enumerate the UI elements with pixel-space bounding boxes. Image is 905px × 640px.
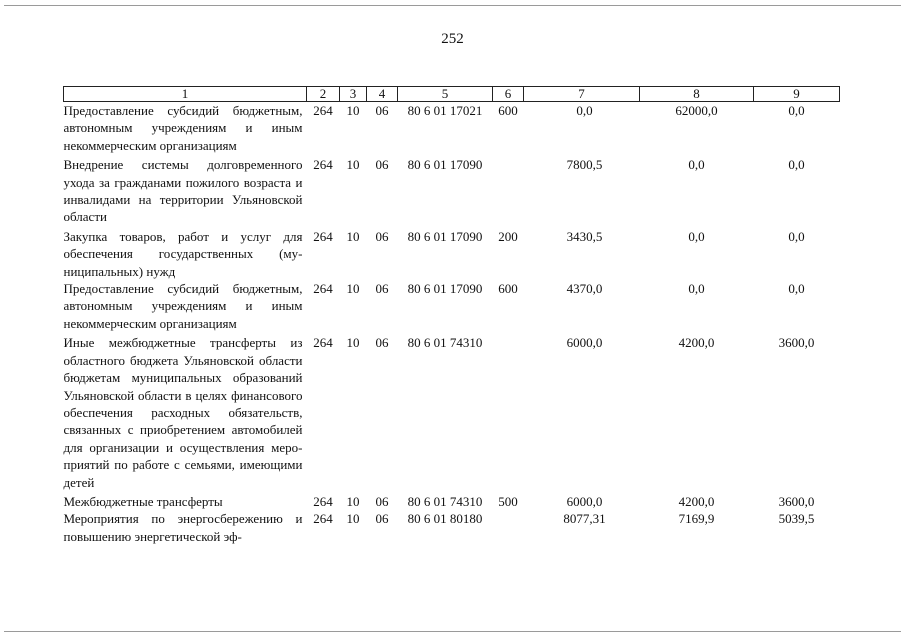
section-code-cell: 10 <box>346 103 360 118</box>
ministry-code-cell: 264 <box>313 493 333 509</box>
table-row <box>64 226 840 280</box>
column-header: 4 <box>367 87 398 102</box>
target-article-cell: 80 6 01 17021 <box>407 103 483 118</box>
expense-name-cell: Межбюджетные трансферты <box>63 493 223 509</box>
budget-table <box>63 86 840 545</box>
section-code-cell: 10 <box>346 493 360 509</box>
ministry-code-cell: 264 <box>313 103 333 118</box>
ministry-code-cell: 264 <box>313 228 333 244</box>
column-header: 8 <box>640 87 754 102</box>
column-header: 2 <box>307 87 340 102</box>
section-code-cell: 10 <box>346 281 360 297</box>
amount-col8-cell: 4200,0 <box>678 335 715 351</box>
expense-type-cell: 600 <box>498 103 518 118</box>
section-code-cell: 10 <box>346 228 360 244</box>
subsection-code-cell: 06 <box>375 103 389 118</box>
column-header: 7 <box>524 87 640 102</box>
column-header: 1 <box>64 87 307 102</box>
column-header: 3 <box>340 87 367 102</box>
amount-col9-cell: 5039,5 <box>778 511 815 527</box>
expense-name-cell: Внедрение системы долговременного ухода за гражданами пожилого возраста и инвалидами на территории Ульяновской области <box>63 157 303 225</box>
amount-col7-cell: 6000,0 <box>566 493 603 509</box>
amount-col9-cell: 3600,0 <box>778 493 815 509</box>
target-article-cell: 80 6 01 74310 <box>407 335 483 351</box>
subsection-code-cell: 06 <box>375 493 389 509</box>
amount-col7-cell: 7800,5 <box>566 157 603 173</box>
amount-col7-cell: 0,0 <box>576 103 593 118</box>
amount-col9-cell: 0,0 <box>788 228 805 244</box>
column-header: 6 <box>493 87 524 102</box>
ministry-code-cell: 264 <box>313 281 333 297</box>
column-header: 9 <box>754 87 840 102</box>
ministry-code-cell: 264 <box>313 157 333 173</box>
amount-col8-cell: 0,0 <box>688 281 705 297</box>
target-article-cell: 80 6 01 17090 <box>407 157 483 173</box>
page-number: 252 <box>441 31 464 47</box>
table-row <box>64 332 840 491</box>
amount-col7-cell: 8077,31 <box>563 511 606 527</box>
table-row <box>64 491 840 510</box>
amount-col7-cell: 6000,0 <box>566 335 603 351</box>
expense-type-cell: 600 <box>498 281 518 297</box>
expense-name-cell: Закупка товаров, работ и услуг для обеспечения государственных (муниципальных) нужд <box>63 228 303 279</box>
expense-name-cell: Предоставление субсидий бюджетным, автономным учреждениям и иным некоммерческим организациям <box>63 103 303 153</box>
ministry-code-cell: 264 <box>313 335 333 351</box>
ministry-code-cell: 264 <box>313 511 333 527</box>
amount-col8-cell: 62000,0 <box>675 103 718 118</box>
column-header: 5 <box>398 87 493 102</box>
header-row <box>64 87 840 102</box>
expense-name-cell: Мероприятия по энергосбережению и повышению энергетической эф- <box>63 511 303 544</box>
table-row <box>64 102 840 155</box>
expense-type-cell: 200 <box>498 228 518 244</box>
amount-col8-cell: 4200,0 <box>678 493 715 509</box>
section-code-cell: 10 <box>346 511 360 527</box>
amount-col9-cell: 3600,0 <box>778 335 815 351</box>
target-article-cell: 80 6 01 17090 <box>407 228 483 244</box>
page-bottom-border <box>4 631 901 632</box>
table-row <box>64 280 840 332</box>
subsection-code-cell: 06 <box>375 335 389 351</box>
table-row <box>64 510 840 545</box>
expense-type-cell <box>493 332 524 491</box>
subsection-code-cell: 06 <box>375 228 389 244</box>
target-article-cell: 80 6 01 80180 <box>407 511 483 527</box>
target-article-cell: 80 6 01 17090 <box>407 281 483 297</box>
amount-col7-cell: 3430,5 <box>566 228 603 244</box>
table-row <box>64 154 840 226</box>
expense-type-cell <box>493 154 524 226</box>
amount-col7-cell: 4370,0 <box>566 281 603 297</box>
amount-col9-cell: 0,0 <box>788 281 805 297</box>
section-code-cell: 10 <box>346 335 360 351</box>
expense-name-cell: Иные межбюджетные трансферты из областного бюджета Ульяновской области бюджетам муниципальных образований Ульяновской области в целях финансового обеспечения расходных обязательств, связанных с приобретением автомобилей для организации и осуществления мероприятий по работе с семьями, имеющими детей <box>63 335 303 490</box>
section-code-cell: 10 <box>346 157 360 173</box>
amount-col8-cell: 0,0 <box>688 157 705 173</box>
amount-col9-cell: 0,0 <box>788 103 805 118</box>
expense-type-cell: 500 <box>498 493 518 509</box>
expense-name-cell: Предоставление субсидий бюджетным, автономным учреждениям и иным некоммерческим организациям <box>63 281 303 331</box>
subsection-code-cell: 06 <box>375 281 389 297</box>
amount-col8-cell: 7169,9 <box>678 511 715 527</box>
page-top-border <box>4 5 901 6</box>
expense-type-cell <box>493 510 524 545</box>
subsection-code-cell: 06 <box>375 511 389 527</box>
amount-col8-cell: 0,0 <box>688 228 705 244</box>
target-article-cell: 80 6 01 74310 <box>407 493 483 509</box>
subsection-code-cell: 06 <box>375 157 389 173</box>
amount-col9-cell: 0,0 <box>788 157 805 173</box>
